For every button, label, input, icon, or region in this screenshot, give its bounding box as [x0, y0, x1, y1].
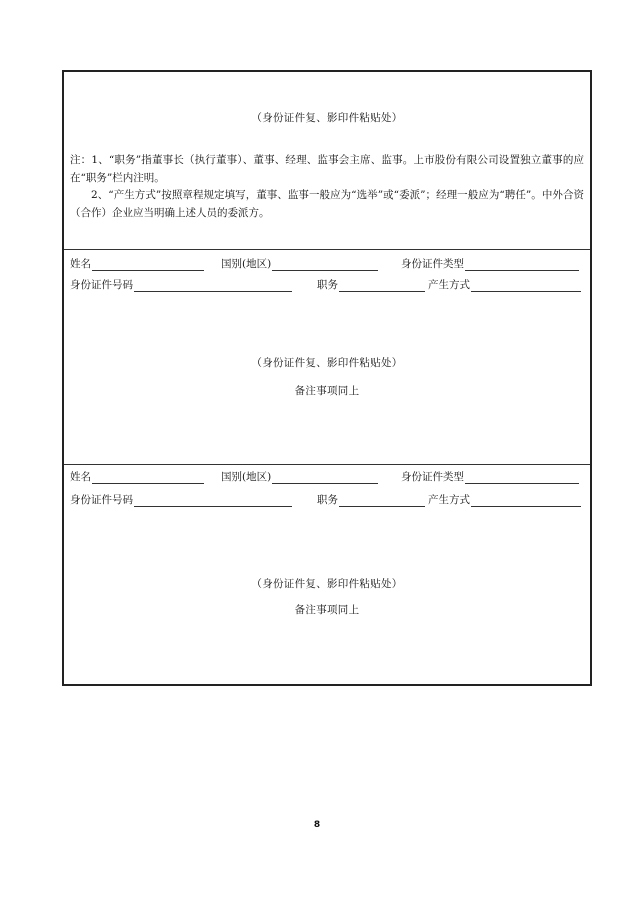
- remark-text: 备注事项同上: [294, 604, 360, 616]
- country-field[interactable]: [221, 256, 378, 271]
- note-1: 注：1、“职务”指董事长（执行董事）、董事、经理、监事会主席、监事。上市股份有限公司设置独立董事的应在“职务”栏内注明。: [70, 154, 584, 184]
- id-number-input-line[interactable]: [134, 494, 292, 507]
- method-input-line[interactable]: [471, 279, 581, 292]
- person-block-1: [64, 250, 590, 465]
- page-number: 8: [313, 820, 321, 830]
- notes: [70, 152, 584, 222]
- id-number-field[interactable]: [70, 277, 292, 292]
- name-input-line[interactable]: [92, 258, 204, 271]
- remark-text: 备注事项同上: [294, 385, 360, 397]
- id-type-label: 身份证件类型: [401, 258, 464, 270]
- note-2: 2、“产生方式”按照章程规定填写，董事、监事一般应为“选举”或“委派”；经理一般应为“聘任”。中外合资（合作）企业应当明确上述人员的委派方。: [70, 189, 584, 219]
- paste-label: （身份证件复、影印件粘贴处）: [251, 578, 403, 590]
- id-number-input-line[interactable]: [134, 279, 292, 292]
- id-paste-section-1: [64, 72, 590, 250]
- country-input-line[interactable]: [272, 258, 378, 271]
- country-label: 国别(地区): [221, 471, 272, 483]
- id-type-input-line[interactable]: [465, 471, 579, 484]
- id-type-label: 身份证件类型: [401, 471, 464, 483]
- id-number-label: 身份证件号码: [70, 494, 133, 506]
- country-input-line[interactable]: [272, 471, 378, 484]
- position-label: 职务: [317, 279, 338, 291]
- position-label: 职务: [317, 494, 338, 506]
- method-label: 产生方式: [428, 279, 470, 291]
- position-input-line[interactable]: [339, 494, 425, 507]
- fields-row-1: [70, 469, 584, 487]
- person-block-2: [64, 465, 590, 686]
- country-field[interactable]: [221, 469, 378, 484]
- fields-row-2: [70, 277, 584, 295]
- name-field[interactable]: [70, 469, 204, 484]
- fields-row-1: [70, 256, 584, 274]
- position-field[interactable]: [317, 277, 425, 292]
- form-table: [62, 70, 592, 686]
- name-field[interactable]: [70, 256, 204, 271]
- paste-label: （身份证件复、影印件粘贴处）: [251, 357, 403, 369]
- id-type-field[interactable]: [401, 469, 579, 484]
- fields-row-2: [70, 492, 584, 510]
- id-type-input-line[interactable]: [465, 258, 579, 271]
- paste-label: （身份证件复、影印件粘贴处）: [251, 112, 403, 124]
- method-label: 产生方式: [428, 494, 470, 506]
- method-input-line[interactable]: [471, 494, 581, 507]
- method-field[interactable]: [428, 277, 581, 292]
- id-type-field[interactable]: [401, 256, 579, 271]
- id-number-label: 身份证件号码: [70, 279, 133, 291]
- name-label: 姓名: [70, 258, 91, 270]
- position-field[interactable]: [317, 492, 425, 507]
- name-label: 姓名: [70, 471, 91, 483]
- method-field[interactable]: [428, 492, 581, 507]
- id-number-field[interactable]: [70, 492, 292, 507]
- country-label: 国别(地区): [221, 258, 272, 270]
- name-input-line[interactable]: [92, 471, 204, 484]
- position-input-line[interactable]: [339, 279, 425, 292]
